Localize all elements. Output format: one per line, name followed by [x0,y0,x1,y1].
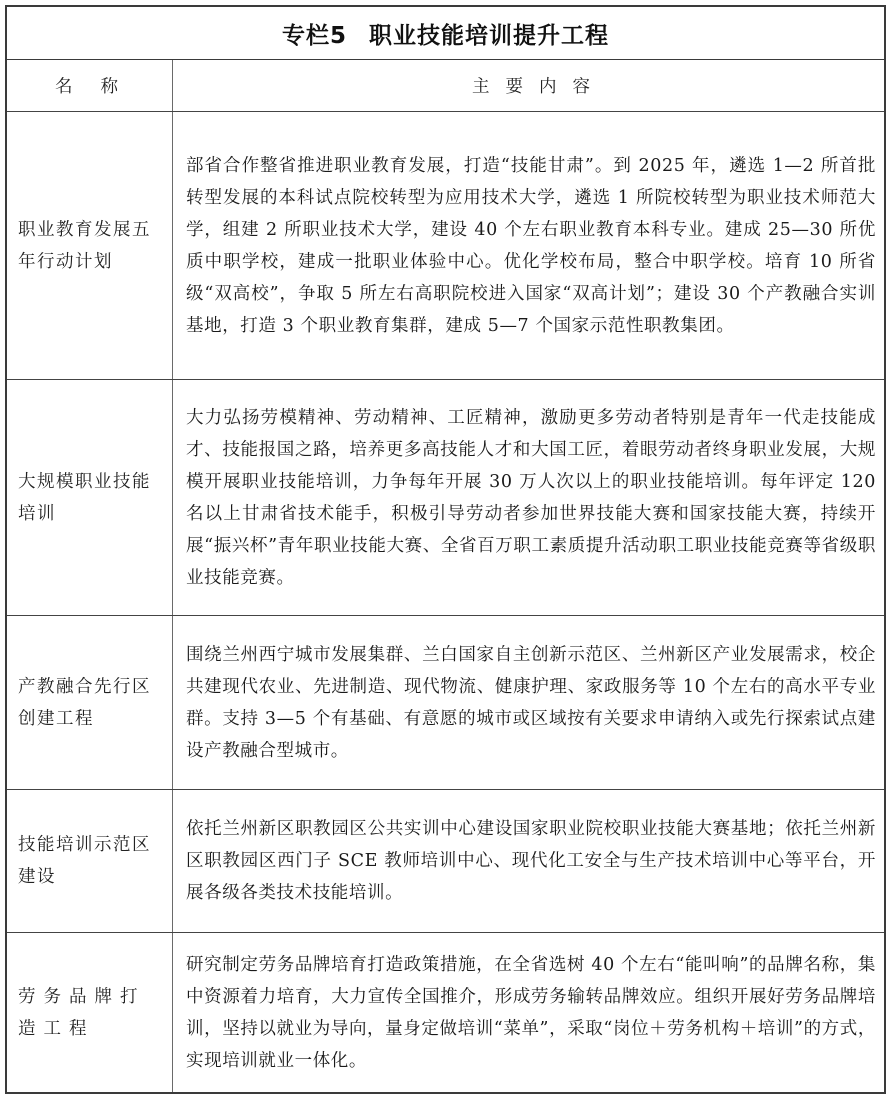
row-content-cell [173,790,884,932]
table-row [7,112,884,380]
project-column-table [5,5,886,1094]
row-content-cell [173,616,884,789]
header-name-label: 名称 [55,77,146,97]
row-name-cell [7,616,173,789]
header-name-cell [7,60,173,111]
row-name: 产教融合先行区创建工程 [18,676,151,729]
row-name: 技能培训示范区建设 [18,835,151,887]
row-content: 部省合作整省推进职业教育发展，打造“技能甘肃”。到 2025 年，遴选 1—2 所首批转型发展的本科试点院校转型为应用技术大学，遴选 1 所院校转型为职业技术师范大学，组建 2 所职业技术大学，建设 40 个左右职业教育本科专业。建成 25—30 所优质中职学校，建成一批职业体验中心。优化学校布局，整合中职学校。培育 10 所省级“双高校”，争取 5 所左右高职院校进入国家“双高计划”；建设 30 个产教融合实训基地，打造 3 个职业教育集群，建成 5—7 个国家示范性职教集团。 [186,155,876,336]
table-title-row [7,7,884,60]
title-text: 职业技能培训提升工程 [369,22,609,49]
row-content: 围绕兰州西宁城市发展集群、兰白国家自主创新示范区、兰州新区产业发展需求，校企共建现代农业、先进制造、现代物流、健康护理、家政服务等 10 个左右的高水平专业群。支持 3—5 个有基础、有意愿的城市或区域按有关要求申请纳入或先行探索试点建设产教融合型城市。 [186,644,876,761]
table-row [7,790,884,933]
row-name: 职业教育发展五年行动计划 [18,219,151,272]
row-name-cell [7,790,173,932]
row-content: 依托兰州新区职教园区公共实训中心建设国家职业院校职业技能大赛基地；依托兰州新区职教园区西门子 SCE 教师培训中心、现代化工安全与生产技术培训中心等平台，开展各级各类技术技能培训。 [186,819,876,903]
table-row [7,380,884,616]
table-row [7,933,884,1092]
header-row [7,60,884,112]
row-content-cell [173,933,884,1092]
table-row [7,616,884,790]
column-number: 专栏5 [281,22,347,49]
row-content-cell [173,380,884,615]
row-content: 研究制定劳务品牌培育打造政策措施，在全省选树 40 个左右“能叫响”的品牌名称，集中资源着力培育，大力宣传全国推介，形成劳务输转品牌效应。组织开展好劳务品牌培训，坚持以就业为导向，量身定做培训“菜单”，采取“岗位＋劳务机构＋培训”的方式，实现培训就业一体化。 [186,954,876,1071]
row-content-cell [173,112,884,379]
header-content-cell [173,60,884,111]
header-content-label: 主要内容 [472,77,606,97]
row-name-cell [7,380,173,615]
row-name: 大规模职业技能培训 [18,471,151,524]
row-content: 大力弘扬劳模精神、劳动精神、工匠精神，激励更多劳动者特别是青年一代走技能成才、技能报国之路，培养更多高技能人才和大国工匠，着眼劳动者终身职业发展，大规模开展职业技能培训，力争每年开展 30 万人次以上的职业技能培训。每年评定 120 名以上甘肃省技术能手，积极引导劳动者参加世界技能大赛和国家技能大赛，持续开展“振兴杯”青年职业技能大赛、全省百万职工素质提升活动职工职业技能竞赛等省级职业技能竞赛。 [186,407,876,588]
row-name: 劳务品牌打造工程 [18,986,146,1039]
row-name-cell [7,112,173,379]
table-title [282,17,609,50]
row-name-cell [7,933,173,1092]
